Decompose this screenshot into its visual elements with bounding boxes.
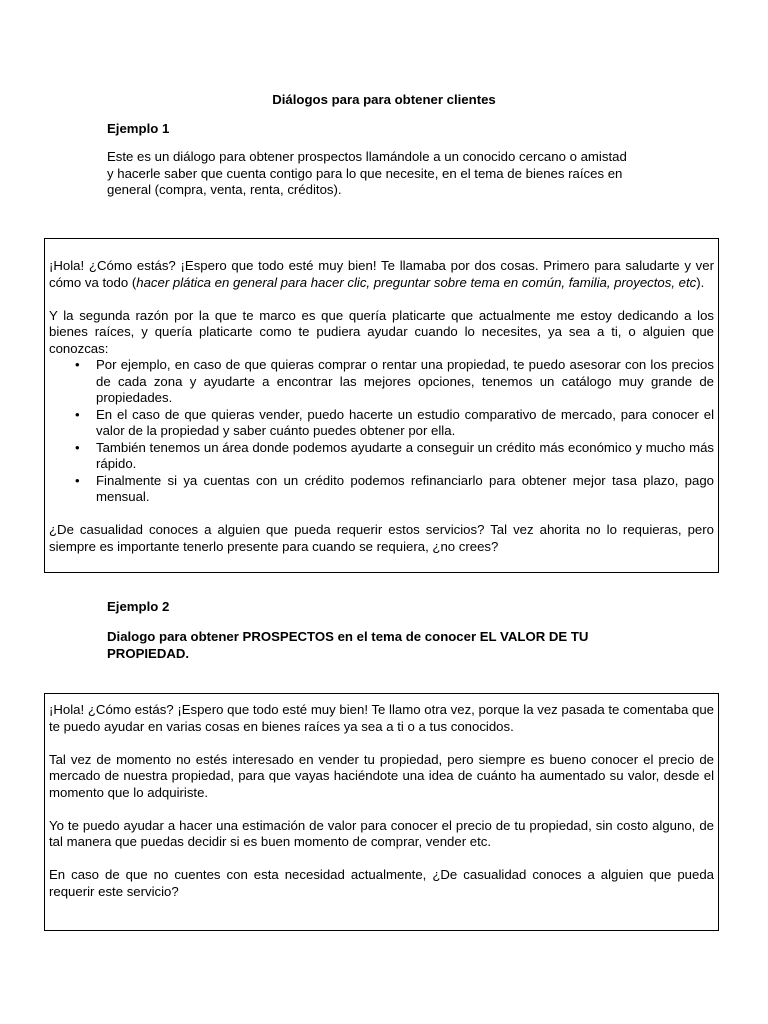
example-1-intro: Este es un diálogo para obtener prospectos llamándole a un conocido cercano o amistad y hacerle saber que cuenta contigo para lo que necesite, en el tema de bienes raíces en general (compra, venta, renta, créditos). <box>107 149 627 197</box>
services-bullet-list <box>49 357 714 506</box>
bullet-item: • En el caso de que quieras vender, puedo hacerte un estudio comparativo de mercado, para conocer el valor de la propiedad y saber cuánto puedes obtener por ella. <box>75 406 714 438</box>
example-1-heading: Ejemplo 1 <box>107 121 170 136</box>
document-title: Diálogos para para obtener clientes <box>272 92 496 107</box>
dialogue-box-1 <box>44 238 719 573</box>
dialogue-2-paragraph-1: ¡Hola! ¿Cómo estás? ¡Espero que todo esté muy bien! Te llamo otra vez, porque la vez pasada te comentaba que te puedo ayudar en varias cosas en bienes raíces ya sea a ti o a tus conocidos. <box>49 702 714 734</box>
dialogue-1-italic-note: hacer plática en general para hacer clic, preguntar sobre tema en común, familia, proyectos, etc <box>136 274 697 290</box>
example-2-heading: Ejemplo 2 <box>107 599 170 614</box>
dialogue-1-paragraph-1: ¡Hola! ¿Cómo estás? ¡Espero que todo esté muy bien! Te llamaba por dos cosas. Primero para saludarte y ver cómo va todo (hacer plática en general para hacer clic, preguntar sobre tema en común, familia, proyectos, etc). <box>49 258 714 290</box>
bullet-icon: • <box>75 406 80 422</box>
example-2-subheading: Dialogo para obtener PROSPECTOS en el tema de conocer EL VALOR DE TU PROPIEDAD. <box>107 629 589 661</box>
bullet-item: • Por ejemplo, en caso de que quieras comprar o rentar una propiedad, te puedo asesorar con los precios de cada zona y ayudarte a encontrar las mejores opciones, tenemos un catálogo muy grande de propiedades. <box>75 357 714 405</box>
dialogue-2-paragraph-4: En caso de que no cuentes con esta necesidad actualmente, ¿De casualidad conoces a alguien que pueda requerir este servicio? <box>49 867 714 899</box>
dialogue-1-paragraph-2: Y la segunda razón por la que te marco es que quería platicarte que actualmente me estoy dedicando a los bienes raíces, y quería platicarte como te pudiera ayudar cuando lo necesites, ya sea a ti, o alguien que conozcas: <box>49 307 714 356</box>
bullet-icon: • <box>75 439 80 455</box>
bullet-item: • Finalmente si ya cuentas con un crédito podemos refinanciarlo para obtener mejor tasa plazo, pago mensual. <box>75 472 714 504</box>
dialogue-1-paragraph-3: ¿De casualidad conoces a alguien que pueda requerir estos servicios? Tal vez ahorita no lo requieras, pero siempre es importante tenerlo presente para cuando se requiera, ¿no crees? <box>49 522 714 554</box>
bullet-icon: • <box>75 357 80 372</box>
dialogue-2-paragraph-3: Yo te puedo ayudar a hacer una estimación de valor para conocer el precio de tu propiedad, sin costo alguno, de tal manera que puedas decidir si es buen momento de comprar, vender etc. <box>49 817 714 849</box>
bullet-icon: • <box>75 472 80 488</box>
dialogue-box-2 <box>44 693 719 931</box>
bullet-item: • También tenemos un área donde podemos ayudarte a conseguir un crédito más económico y mucho más rápido. <box>75 439 714 471</box>
dialogue-2-paragraph-2: Tal vez de momento no estés interesado en vender tu propiedad, pero siempre es bueno conocer el precio de mercado de nuestra propiedad, para que vayas haciéndote una idea de cuánto ha aumentado su valor, desde el momento que lo adquiriste. <box>49 751 714 800</box>
